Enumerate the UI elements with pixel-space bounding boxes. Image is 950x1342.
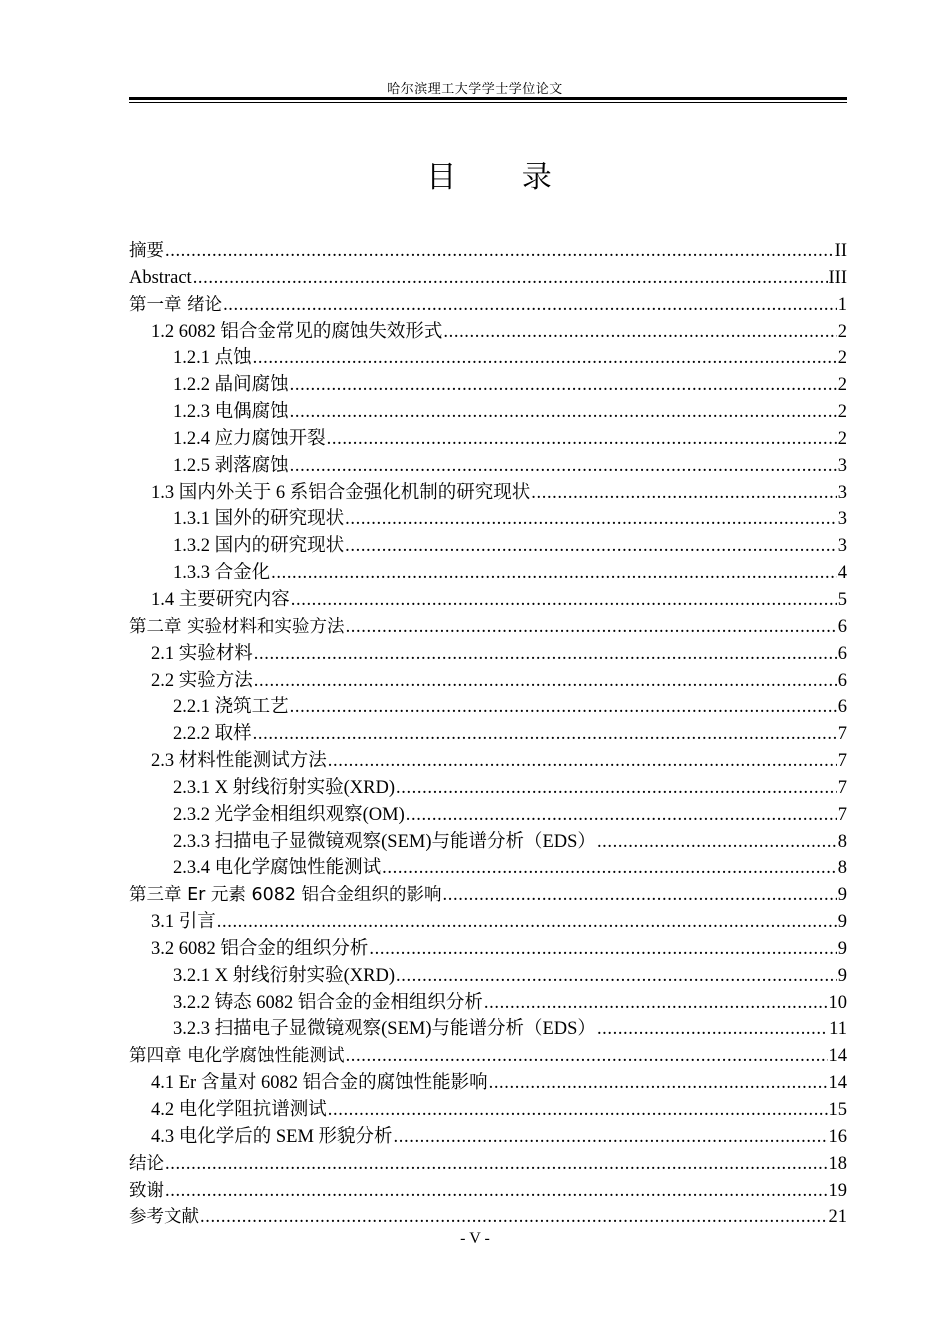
toc-title: 目 录 (426, 160, 580, 195)
toc-entry[interactable] (129, 936, 847, 963)
toc-entry-title: 结论 (129, 1153, 164, 1174)
toc-entry-title: 1.2 6082 铝合金常见的腐蚀失效形式 (151, 321, 443, 342)
toc-entry-page: 14 (828, 1046, 847, 1067)
toc-entry-title: Abstract (129, 267, 192, 288)
toc-entry-page: 2 (837, 428, 847, 449)
toc-entry[interactable] (129, 614, 847, 641)
dot-leader (396, 775, 837, 802)
dot-leader (290, 694, 837, 721)
toc-entry[interactable] (129, 372, 847, 399)
toc-entry[interactable] (129, 909, 847, 936)
toc-entry-title: 2.2.1 浇筑工艺 (173, 697, 289, 718)
toc-entry[interactable] (129, 721, 847, 748)
dot-leader (165, 1178, 828, 1205)
toc-entry[interactable] (129, 1070, 847, 1097)
toc-entry[interactable] (129, 855, 847, 882)
toc-entry-title: 2.3.4 电化学腐蚀性能测试 (173, 858, 382, 879)
toc-entry-title: 1.2.4 应力腐蚀开裂 (173, 428, 326, 449)
toc-entry-title: 3.2.2 铸态 6082 铝合金的金相组织分析 (173, 992, 483, 1013)
toc-entry-title: 1.2.2 晶间腐蚀 (173, 375, 289, 396)
toc-entry-page: 9 (837, 912, 847, 933)
toc-entry-page: 8 (837, 858, 847, 879)
dot-leader (271, 560, 837, 587)
toc-entry[interactable] (129, 345, 847, 372)
toc-entry-page: 3 (837, 482, 847, 503)
toc-entry-title: 第四章 电化学腐蚀性能测试 (129, 1046, 345, 1067)
dot-leader (597, 1016, 828, 1043)
toc-entry-title: 1.2.1 点蚀 (173, 348, 252, 369)
toc-entry-page: 18 (828, 1153, 847, 1174)
toc-entry[interactable] (129, 1124, 847, 1151)
dot-leader (346, 1043, 828, 1070)
toc-entry-page: 2 (837, 375, 847, 396)
toc-entry[interactable] (129, 587, 847, 614)
toc-entry-page: 3 (837, 455, 847, 476)
dot-leader (253, 345, 837, 372)
toc-entry-title: 1.3.3 合金化 (173, 563, 271, 584)
toc-entry-page: 11 (829, 1019, 847, 1040)
toc-entry[interactable] (129, 829, 847, 856)
dot-leader (443, 319, 836, 346)
dot-leader (290, 372, 837, 399)
dot-leader (369, 936, 836, 963)
toc-entry-page: 1 (837, 294, 847, 315)
toc-entry-title: 2.1 实验材料 (151, 643, 253, 664)
toc-entry-page: 14 (828, 1073, 847, 1094)
dot-leader (200, 1204, 828, 1231)
dot-leader (327, 426, 837, 453)
toc-entry-page: 15 (828, 1100, 847, 1120)
dot-leader (531, 480, 836, 507)
toc-entry[interactable] (129, 802, 847, 829)
toc-entry-page: 4 (837, 563, 847, 584)
dot-leader (406, 802, 837, 829)
dot-leader (346, 614, 837, 641)
table-of-contents (129, 238, 847, 1231)
toc-entry[interactable] (129, 1151, 847, 1178)
toc-entry-page: II (834, 241, 847, 261)
dot-leader (382, 855, 837, 882)
dot-leader (345, 533, 837, 560)
toc-entry[interactable] (129, 882, 847, 909)
toc-entry-title: 致谢 (129, 1180, 164, 1201)
toc-entry[interactable] (129, 292, 847, 319)
toc-entry-title: 4.2 电化学阻抗谱测试 (151, 1100, 327, 1120)
toc-entry[interactable] (129, 560, 847, 587)
toc-entry-page: III (828, 267, 847, 288)
dot-leader (443, 882, 837, 909)
toc-entry-page: 10 (828, 992, 847, 1013)
toc-entry-title: 2.2.2 取样 (173, 724, 252, 745)
toc-entry[interactable] (129, 453, 847, 480)
toc-entry-title: 1.2.5 剥落腐蚀 (173, 455, 289, 476)
toc-entry-page: 19 (828, 1180, 847, 1201)
toc-entry-title: 1.3.1 国外的研究现状 (173, 509, 345, 530)
toc-entry[interactable] (129, 426, 847, 453)
toc-entry-page: 16 (828, 1126, 847, 1147)
toc-entry-title: 3.1 引言 (151, 912, 216, 933)
toc-entry-page: 2 (837, 348, 847, 369)
toc-entry-title: 2.3 材料性能测试方法 (151, 751, 327, 772)
toc-entry[interactable] (129, 1043, 847, 1070)
toc-entry-page: 9 (837, 938, 847, 959)
toc-entry-title: 1.4 主要研究内容 (151, 589, 290, 610)
dot-leader (394, 1124, 828, 1151)
dot-leader (290, 453, 837, 480)
dot-leader (396, 963, 837, 990)
toc-entry[interactable] (129, 963, 847, 990)
toc-entry[interactable] (129, 990, 847, 1017)
toc-entry-page: 21 (828, 1207, 847, 1228)
toc-entry[interactable] (129, 533, 847, 560)
toc-entry-title: 第二章 实验材料和实验方法 (129, 616, 345, 637)
toc-entry-page: 6 (837, 616, 847, 637)
toc-entry-page: 5 (837, 589, 847, 610)
toc-entry-title: 参考文献 (129, 1207, 199, 1228)
toc-entry[interactable] (129, 399, 847, 426)
header-rule-thick (129, 97, 847, 100)
toc-entry[interactable] (129, 668, 847, 695)
toc-entry-page: 7 (837, 751, 847, 772)
page-number: - V - (460, 1230, 490, 1247)
dot-leader (328, 1097, 828, 1124)
dot-leader (253, 721, 837, 748)
toc-entry[interactable] (129, 694, 847, 721)
dot-leader (254, 668, 837, 695)
toc-entry[interactable] (129, 1097, 847, 1124)
toc-entry-page: 9 (837, 965, 847, 986)
toc-entry[interactable] (129, 238, 847, 265)
dot-leader (165, 238, 834, 265)
toc-entry-title: 1.3 国内外关于 6 系铝合金强化机制的研究现状 (151, 482, 531, 503)
header-rule-thin (129, 102, 847, 103)
dot-leader (489, 1070, 828, 1097)
toc-entry[interactable] (129, 1178, 847, 1205)
toc-entry[interactable] (129, 319, 847, 346)
toc-entry-title: 1.3.2 国内的研究现状 (173, 536, 345, 557)
toc-entry-title: 2.3.1 X 射线衍射实验(XRD) (173, 777, 395, 798)
dot-leader (193, 265, 828, 292)
toc-entry-title: 3.2.3 扫描电子显微镜观察(SEM)与能谱分析（EDS） (173, 1019, 596, 1040)
toc-entry[interactable] (129, 1016, 847, 1043)
toc-entry-title: 3.2 6082 铝合金的组织分析 (151, 938, 369, 959)
toc-entry-title: 2.3.3 扫描电子显微镜观察(SEM)与能谱分析（EDS） (173, 831, 596, 852)
toc-entry-page: 3 (837, 509, 847, 530)
toc-entry-title: 3.2.1 X 射线衍射实验(XRD) (173, 965, 395, 986)
toc-entry-title: 4.1 Er 含量对 6082 铝合金的腐蚀性能影响 (151, 1073, 488, 1094)
toc-entry[interactable] (129, 1204, 847, 1231)
toc-entry-page: 2 (837, 402, 847, 423)
dot-leader (597, 829, 837, 856)
toc-entry-page: 7 (837, 804, 847, 825)
dot-leader (217, 909, 837, 936)
dot-leader (345, 506, 837, 533)
toc-entry-page: 9 (837, 885, 847, 906)
toc-entry-page: 8 (837, 831, 847, 852)
toc-entry-page: 2 (837, 321, 847, 342)
toc-entry[interactable] (129, 748, 847, 775)
toc-entry-page: 7 (837, 724, 847, 745)
toc-entry-title: 第一章 绪论 (129, 294, 223, 315)
toc-entry-page: 3 (837, 536, 847, 557)
toc-entry-page: 7 (837, 777, 847, 798)
dot-leader (328, 748, 837, 775)
dot-leader (290, 399, 837, 426)
dot-leader (165, 1151, 828, 1178)
toc-entry[interactable] (129, 265, 847, 292)
toc-entry[interactable] (129, 480, 847, 507)
toc-entry[interactable] (129, 775, 847, 802)
toc-entry-title: 4.3 电化学后的 SEM 形貌分析 (151, 1126, 393, 1147)
dot-leader (484, 990, 828, 1017)
toc-entry[interactable] (129, 641, 847, 668)
dot-leader (254, 641, 837, 668)
toc-entry-page: 6 (837, 643, 847, 664)
toc-entry[interactable] (129, 506, 847, 533)
dot-leader (291, 587, 837, 614)
toc-entry-title: 2.3.2 光学金相组织观察(OM) (173, 804, 405, 825)
toc-entry-page: 6 (837, 670, 847, 691)
running-header: 哈尔滨理工大学学士学位论文 (387, 82, 563, 97)
toc-entry-title: 1.2.3 电偶腐蚀 (173, 402, 289, 423)
toc-entry-page: 6 (837, 697, 847, 718)
dot-leader (223, 292, 837, 319)
toc-entry-title: 摘要 (129, 241, 164, 261)
toc-entry-title: 第三章 Er 元素 6082 铝合金组织的影响 (129, 885, 442, 906)
toc-entry-title: 2.2 实验方法 (151, 670, 253, 691)
